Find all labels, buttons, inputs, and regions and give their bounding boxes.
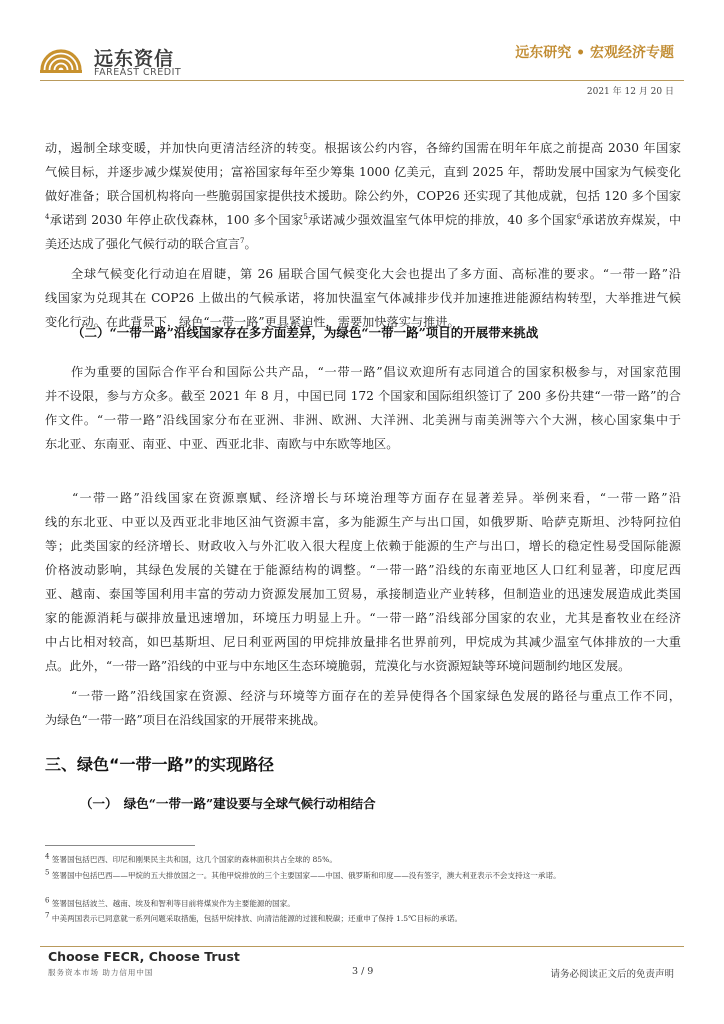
text-line: 作文件。“一带一路”沿线国家分布在亚洲、非洲、欧洲、大洋洲、北美洲与南美洲等六个大洲，核心国家集中于 — [45, 413, 681, 427]
section-heading-implementation-path: 三、绿色“一带一路”的实现路径 — [45, 755, 275, 774]
footer-slogan: Choose FECR, Choose Trust — [48, 949, 240, 964]
text-line: 线国家为兑现其在 COP26 上做出的气候承诺，将加快温室气体减排步伐并加速推进能源结构转型，大举推进气候 — [45, 291, 681, 305]
text-line: “一带一路”沿线国家在资源、经济与环境等方面存在的差异使得各个国家绿色发展的路径与重点工作不同， — [45, 689, 681, 703]
footnote-number: 5 — [45, 868, 50, 877]
footnote-number: 7 — [45, 911, 50, 920]
footnote-divider — [45, 845, 195, 846]
subheading-climate-action: （一） 绿色“一带一路”建设要与全球气候行动相结合 — [80, 796, 376, 811]
text-line: “一带一路”沿线国家在资源禀赋、经济增长与环境治理等方面存在显著差异。举例来看，“一带一路”沿 — [45, 491, 681, 505]
footnote-number: 6 — [45, 896, 50, 905]
text-line: 线的东北亚、中亚以及西亚北非地区油气资源丰富，多为能源生产与出口国，如俄罗斯、哈萨克斯坦、沙特阿拉伯 — [45, 515, 681, 529]
text-line: 作为重要的国际合作平台和国际公共产品，“一带一路”倡议欢迎所有志同道合的国家积极参与，对国家范围 — [45, 365, 681, 379]
text-line: 亚、越南、泰国等国利用丰富的劳动力资源发展加工贸易，承接制造业产业转移，但制造业的迅速发展造成此类国 — [45, 587, 681, 601]
text-line: 等；此类国家的经济增长、财政收入与外汇收入很大程度上依赖于能源的生产与出口，增长的稳定性易受国际能源 — [45, 539, 681, 553]
text-line: 家的能源消耗与碳排放量迅速增加，环境压力明显上升。“一带一路”沿线部分国家的农业，尤其是畜牧业在经济 — [45, 611, 681, 625]
footnote-number: 4 — [45, 852, 50, 861]
text-line: 全球气候变化行动迫在眉睫，第 26 届联合国气候变化大会也提出了多方面、高标准的要求。“一带一路”沿 — [45, 267, 681, 281]
text-line: 为绿色“一带一路”项目在沿线国家的开展带来挑战。 — [45, 713, 326, 727]
text-line: 气候目标，并逐步减少煤炭使用；富裕国家每年至少筹集 1000 亿美元，直到 2025 年，帮助发展中国家为气候变化 — [45, 165, 681, 179]
paragraph-belt-road-participants — [45, 360, 681, 456]
text-line: 变化行动。在此背景下，绿色“一带一路”更具紧迫性，需要加快落实与推进。 — [45, 315, 460, 329]
paragraph-cop26-outcomes — [45, 136, 681, 256]
text-line: 点。此外，“一带一路”沿线的中亚与中东地区生态环境脆弱，荒漠化与水资源短缺等环境问题制约地区发展。 — [45, 659, 631, 673]
footer-divider — [40, 946, 684, 947]
report-date: 2021 年 12 月 20 日 — [586, 87, 674, 97]
text-line: 做好准备；联合国机构将向一些脆弱国家提供技术援助。除公约外，COP26 还实现了其他成就，包括 120 多个国家 — [45, 189, 681, 203]
paragraph-country-differences — [45, 486, 681, 678]
disclaimer-notice: 请务必阅读正文后的免责声明 — [550, 969, 674, 980]
text-line: 动，遏制全球变暖，并加快向更清洁经济的转变。根据该公约内容，各缔约国需在明年年底之前提高 2030 年国家 — [45, 141, 681, 155]
text-line: 价格波动影响，其绿色发展的关键在于能源结构的调整。“一带一路”沿线的东南亚地区人口红利显著，印度尼西 — [45, 563, 681, 577]
company-name-en: FAREAST CREDIT — [94, 67, 182, 78]
footnote: $^7$ 中美两国表示已同意就一系列问题采取措施，包括甲烷排放、向清洁能源的过渡和脱碳；还重申了保持 1.5℃目标的承诺。 — [45, 911, 463, 923]
footnote: $^6$ 签署国包括波兰、越南、埃及和智利等目前将煤炭作为主要能源的国家。 — [45, 896, 295, 908]
footnote-ref: 6 — [576, 212, 582, 221]
text-line: $^4$承诺到 2030 年停止砍伐森林，100 多个国家$^5$承诺减少强效温室气体甲烷的排放，40 多个国家$^6$承诺放弃煤炭，中 — [45, 212, 682, 227]
text-line: 东北亚、东南亚、南亚、中亚、西亚北非、南欧与中东欧等地区。 — [45, 437, 399, 451]
subheading-differences: （二）“一带一路”沿线国家存在多方面差异，为绿色“一带一路”项目的开展带来挑战 — [72, 325, 539, 340]
footnote-ref: 4 — [45, 212, 50, 221]
footer-subslogan: 服务资本市场 助力信用中国 — [48, 968, 154, 977]
text-line: 中占比相对较高，如巴基斯坦、尼日利亚两国的甲烷排放量排名世界前列，甲烷成为其减少温室气体排放的一大重 — [45, 635, 681, 649]
company-name-cn: 远东资信 — [94, 48, 175, 70]
report-series-title: 远东研究 • 宏观经济专题 — [515, 45, 674, 61]
footnote-ref: 7 — [240, 236, 245, 245]
header-divider — [40, 80, 684, 81]
company-logo-icon — [38, 40, 84, 76]
paragraph-challenges — [45, 684, 681, 732]
footnote: $^5$ 签署国中包括巴西——甲烷的五大排放国之一。其他甲烷排放的三个主要国家——中国、俄罗斯和印度——没有签字，澳大利亚表示不会支持这一承诺。 — [45, 868, 561, 880]
footnote-ref: 5 — [303, 212, 308, 221]
text-line: 并不设限，参与方众多。截至 2021 年 8 月，中国已同 172 个国家和国际组织签订了 200 多份共建“一带一路”的合 — [45, 389, 681, 403]
page-number: 3 / 9 — [352, 966, 374, 977]
text-line: 美还达成了强化气候行动的联合宣言$^7$。 — [45, 236, 257, 251]
footnote: $^4$ 签署国包括巴西、印尼和刚果民主共和国，这几个国家的森林面积共占全球的 85%。 — [45, 852, 337, 864]
